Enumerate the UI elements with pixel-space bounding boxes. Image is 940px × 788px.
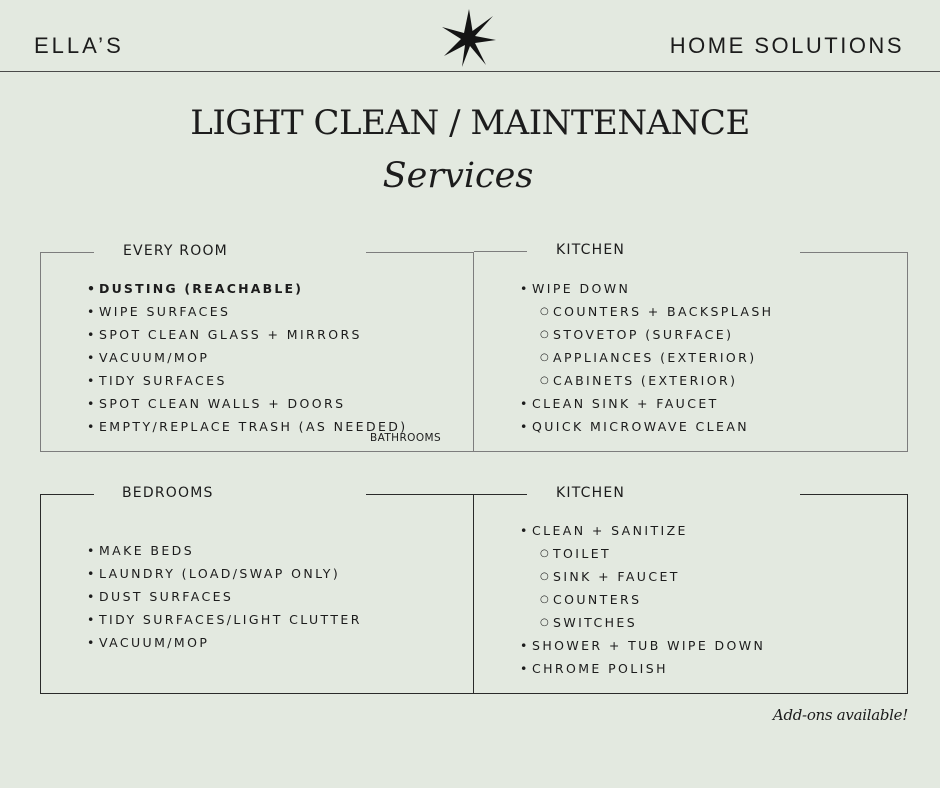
page-title: LIGHT CLEAN / MAINTENANCE (190, 103, 750, 143)
list-item: • VACUUM/MOP (87, 635, 210, 650)
list-item: • DUST SURFACES (87, 589, 234, 604)
list-subitem: ○ CABINETS (EXTERIOR) (540, 373, 738, 388)
list-item: • WIPE DOWN (520, 281, 631, 296)
panel-border-top-left (40, 494, 94, 495)
panel-border-top-right (800, 252, 908, 253)
list-subitem: ○ STOVETOP (SURFACE) (540, 327, 734, 342)
list-item: • TIDY SURFACES (87, 373, 227, 388)
list-item: • SPOT CLEAN WALLS + DOORS (87, 396, 346, 411)
panel-border-top-left (40, 252, 94, 253)
list-item: • SHOWER + TUB WIPE DOWN (520, 638, 766, 653)
panel-border-right (907, 494, 908, 694)
bathroom-kitchen-list (520, 519, 766, 680)
corner-label-bathrooms: BATHROOMS (370, 432, 442, 444)
list-item: • QUICK MICROWAVE CLEAN (520, 419, 750, 434)
list-item: • EMPTY/REPLACE TRASH (AS NEEDED) (87, 419, 408, 434)
list-item: • CLEAN + SANITIZE (520, 523, 688, 538)
panel-title-every-room: EVERY ROOM (123, 243, 228, 259)
panel-border-bottom (40, 451, 474, 452)
panel-border-bottom (474, 451, 908, 452)
panel-border-right (907, 252, 908, 452)
list-item: • TIDY SURFACES/LIGHT CLUTTER (87, 612, 362, 627)
list-item: • DUSTING (REACHABLE) (87, 281, 304, 296)
panel-border-left (40, 494, 41, 694)
panel-border-right (473, 494, 474, 694)
header-divider (0, 71, 940, 72)
list-item: • SPOT CLEAN GLASS + MIRRORS (87, 327, 362, 342)
panel-title-kitchen: KITCHEN (556, 242, 626, 258)
star-icon (442, 9, 496, 67)
list-item: • CHROME POLISH (520, 661, 668, 676)
brand-name-right: HOME SOLUTIONS (669, 33, 904, 58)
every-room-list (87, 277, 408, 438)
panel-border-top-right (800, 494, 908, 495)
panel-border-top-left (474, 251, 527, 252)
addons-note: Add-ons available! (772, 706, 908, 724)
list-subitem: ○ COUNTERS + BACKSPLASH (540, 304, 774, 319)
panel-border-top-right (366, 494, 474, 495)
list-subitem: ○ SWITCHES (540, 615, 638, 630)
list-item: • CLEAN SINK + FAUCET (520, 396, 719, 411)
panel-border-bottom (40, 693, 474, 694)
panel-border-left (40, 252, 41, 452)
bedrooms-list (87, 539, 362, 654)
list-item: • MAKE BEDS (87, 543, 195, 558)
panel-title-kitchen-bottom: KITCHEN (556, 485, 626, 501)
panel-border-top-left (474, 494, 527, 495)
kitchen-list (520, 277, 774, 438)
panel-border-bottom (474, 693, 908, 694)
list-subitem: ○ TOILET (540, 546, 612, 561)
panel-title-bedrooms: BEDROOMS (122, 485, 214, 501)
list-item: • LAUNDRY (LOAD/SWAP ONLY) (87, 566, 341, 581)
page-subtitle: Services (382, 156, 534, 196)
list-item: • VACUUM/MOP (87, 350, 210, 365)
list-subitem: ○ APPLIANCES (EXTERIOR) (540, 350, 757, 365)
panel-border-top-right (366, 252, 474, 253)
panel-border-right (473, 252, 474, 452)
list-subitem: ○ SINK + FAUCET (540, 569, 680, 584)
list-item: • WIPE SURFACES (87, 304, 231, 319)
list-subitem: ○ COUNTERS (540, 592, 642, 607)
brand-name-left: ELLA’S (34, 33, 124, 58)
